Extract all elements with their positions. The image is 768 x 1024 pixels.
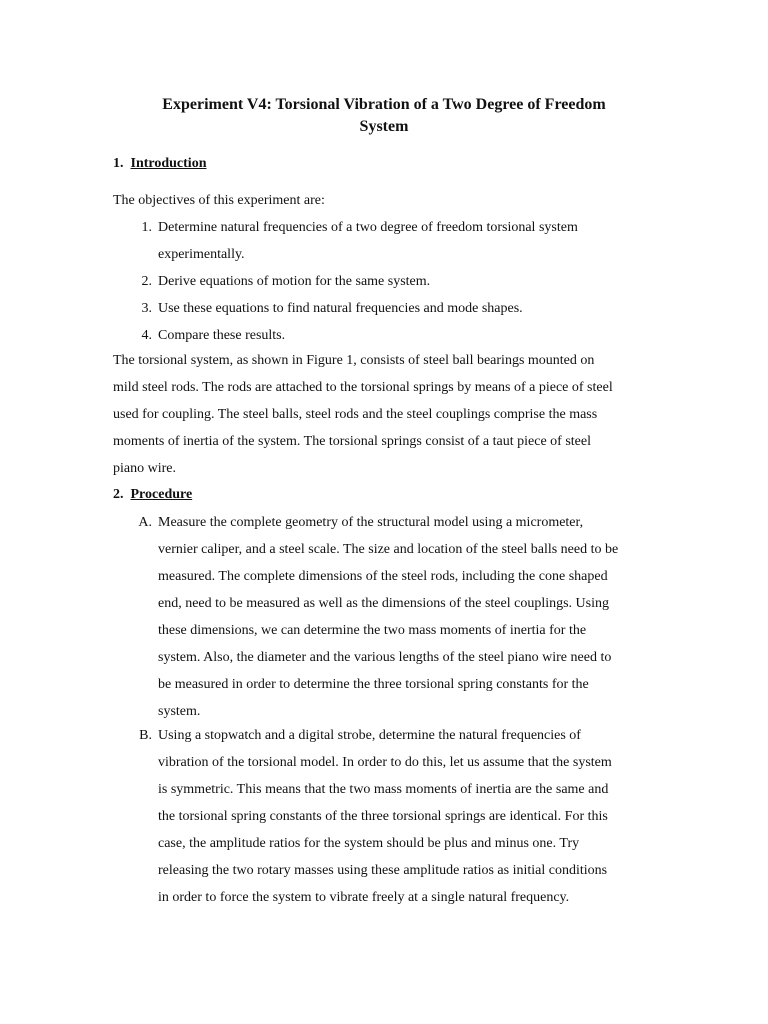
- list-text-line: these dimensions, we can determine the two mass moments of inertia for the: [158, 623, 587, 638]
- section-heading-introduction: [113, 156, 206, 172]
- section-number: 2.: [113, 487, 124, 502]
- list-text-line: system. Also, the diameter and the various lengths of the steel piano wire need to: [158, 650, 612, 665]
- list-number: 2.: [141, 274, 152, 289]
- paragraph-line: piano wire.: [113, 461, 176, 476]
- list-letter: A.: [138, 515, 152, 530]
- list-text-line: be measured in order to determine the three torsional spring constants for the: [158, 677, 589, 692]
- page-title: [110, 94, 658, 138]
- section-label: Procedure: [130, 487, 193, 502]
- list-letter: B.: [139, 728, 152, 743]
- list-text-line: the torsional spring constants of the three torsional springs are identical. For this: [158, 809, 608, 824]
- list-text-line: experimentally.: [158, 247, 245, 262]
- list-text-line: in order to force the system to vibrate freely at a single natural frequency.: [158, 890, 570, 905]
- paragraph-line: moments of inertia of the system. The torsional springs consist of a taut piece of steel: [113, 434, 591, 449]
- list-text-line: vernier caliper, and a steel scale. The size and location of the steel balls need to be: [158, 542, 619, 557]
- list-text-line: Derive equations of motion for the same system.: [158, 274, 431, 289]
- list-text-line: Use these equations to find natural frequencies and mode shapes.: [158, 301, 523, 316]
- title-line-1: Experiment V4: Torsional Vibration of a Two Degree of Freedom: [162, 96, 606, 113]
- list-number: 3.: [141, 301, 152, 316]
- list-text-line: case, the amplitude ratios for the system should be plus and minus one. Try: [158, 836, 580, 851]
- list-number: 4.: [141, 328, 152, 343]
- list-number: 1.: [141, 220, 152, 235]
- list-text-line: measured. The complete dimensions of the steel rods, including the cone shaped: [158, 569, 608, 584]
- list-text-line: is symmetric. This means that the two mass moments of inertia are the same and: [158, 782, 609, 797]
- paragraph-line: The torsional system, as shown in Figure 1, consists of steel ball bearings mounted on: [113, 353, 595, 368]
- section-number: 1.: [113, 156, 124, 171]
- list-text-line: Measure the complete geometry of the structural model using a micrometer,: [158, 515, 584, 530]
- section-heading-procedure: [113, 487, 192, 503]
- list-text-line: Determine natural frequencies of a two degree of freedom torsional system: [158, 220, 578, 235]
- list-text-line: system.: [158, 704, 201, 719]
- paragraph-line: mild steel rods. The rods are attached to the torsional springs by means of a piece of steel: [113, 380, 613, 395]
- list-text-line: Compare these results.: [158, 328, 286, 343]
- list-text-line: end, need to be measured as well as the dimensions of the steel couplings. Using: [158, 596, 610, 611]
- objectives-intro: The objectives of this experiment are:: [113, 193, 325, 208]
- list-text-line: Using a stopwatch and a digital strobe, determine the natural frequencies of: [158, 728, 581, 743]
- list-text-line: releasing the two rotary masses using these amplitude ratios as initial conditions: [158, 863, 608, 878]
- list-text-line: vibration of the torsional model. In order to do this, let us assume that the system: [158, 755, 612, 770]
- section-label: Introduction: [130, 156, 207, 171]
- title-line-2: System: [359, 118, 409, 135]
- paragraph-line: used for coupling. The steel balls, steel rods and the steel couplings comprise the mass: [113, 407, 598, 422]
